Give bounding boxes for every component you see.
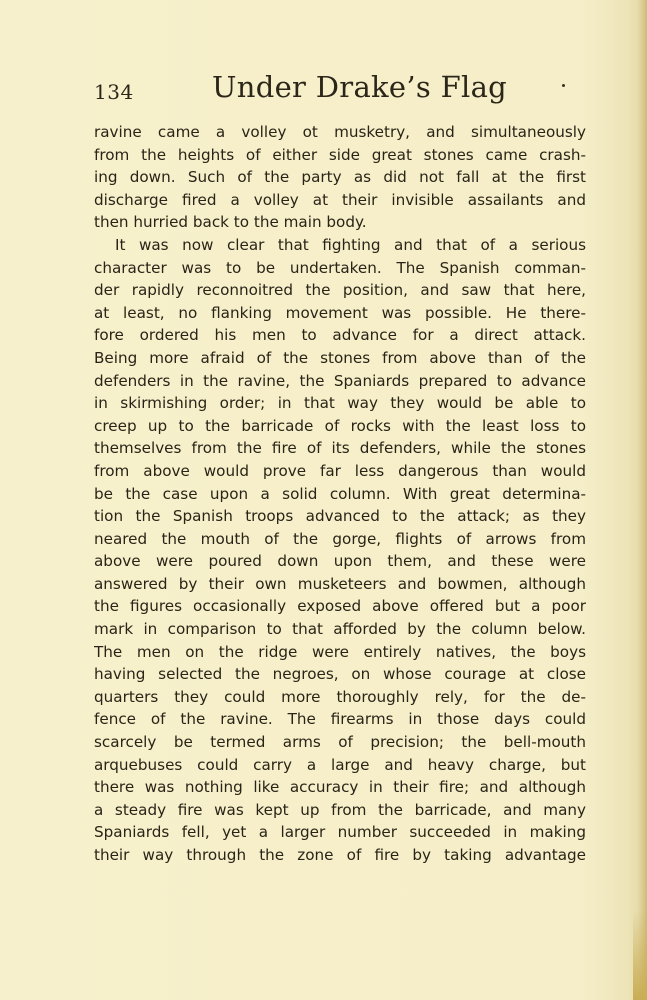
text-line: themselves from the fire of its defenders, while the stones [94,439,586,458]
text-line: arquebuses could carry a large and heavy charge, but [94,755,586,774]
text-line: der rapidly reconnoitred the position, and saw that here, [94,281,586,300]
page-corner-stain [633,910,647,1000]
text-line: above were poured down upon them, and these were [94,552,586,571]
text-line: the figures occasionally exposed above offered but a poor [94,597,586,616]
text-line: Being more afraid of the stones from above than of the [94,348,586,367]
text-line: neared the mouth of the gorge, flights of arrows from [94,529,586,548]
text-line: answered by their own musketeers and bowmen, although [94,574,586,593]
text-line: quarters they could more thoroughly rely, for the de- [94,687,586,706]
text-line: ing down. Such of the party as did not fall at the first [94,168,586,187]
header-mark [562,84,565,87]
text-line: Spaniards fell, yet a larger number succeeded in making [94,823,586,842]
text-line: fence of the ravine. The firearms in those days could [94,710,586,729]
text-line: there was nothing like accuracy in their fire; and although [94,778,586,797]
text-line: defenders in the ravine, the Spaniards prepared to advance [94,371,586,390]
text-line: The men on the ridge were entirely natives, the boys [94,642,586,661]
text-line: from the heights of either side great stones came crash- [94,145,586,164]
text-line: ravine came a volley ot musketry, and simultaneously [94,123,586,141]
text-line: mark in comparison to that afforded by the column below. [94,620,586,639]
text-line: tion the Spanish troops advanced to the attack; as they [94,507,586,526]
page-number: 134 [94,80,134,104]
text-line: then hurried back to the main body. [94,213,367,232]
text-line: at least, no flanking movement was possible. He there- [94,303,586,322]
text-line: from above would prove far less dangerous than would [94,461,586,480]
running-title: Under Drake’s Flag [212,70,508,104]
text-line: scarcely be termed arms of precision; the bell-mouth [94,733,586,752]
text-line: character was to be undertaken. The Spanish comman- [94,258,586,277]
page-edge-shadow [638,0,647,1000]
text-line: creep up to the barricade of rocks with the least loss to [94,416,586,435]
paragraph-start-line: It was now clear that fighting and that of a serious [115,235,586,254]
body-text [94,121,586,867]
text-line: in skirmishing order; in that way they would be able to [94,394,586,413]
text-line: fore ordered his men to advance for a direct attack. [94,326,586,345]
text-line: having selected the negroes, on whose courage at close [94,665,586,684]
text-line: a steady fire was kept up from the barricade, and many [94,800,586,819]
text-line: discharge fired a volley at their invisible assailants and [94,190,586,209]
text-line: their way through the zone of fire by taking advantage [94,846,586,864]
text-line: be the case upon a solid column. With great determina- [94,484,586,503]
page-header [94,70,574,114]
